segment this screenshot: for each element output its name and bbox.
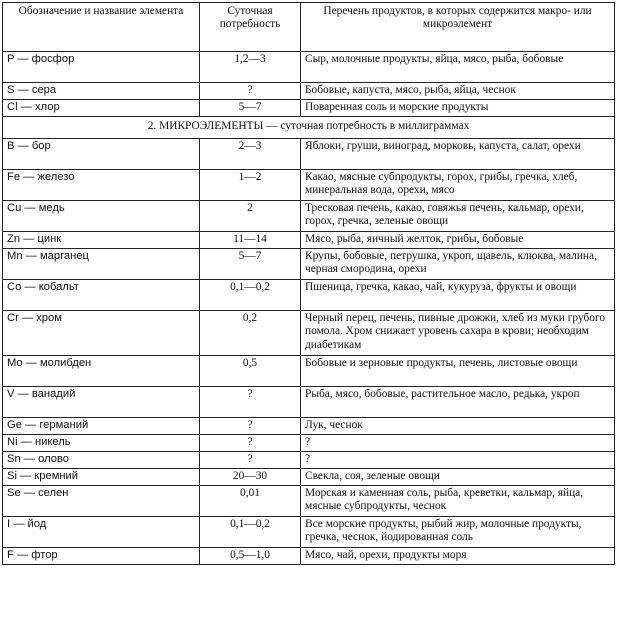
products-cell: Рыба, мясо, бобовые, растительное масло, редька, укроп — [301, 387, 615, 418]
products-cell: Тресковая печень, какао, говяжья печень, кальмар, орехи, горох, гречка, зеленые овощи — [301, 201, 615, 232]
products-cell: Какао, мясные субпродукты, горох, грибы, гречка, хлеб, минеральная вода, орехи, мясо — [301, 170, 615, 201]
table-row — [3, 517, 615, 548]
products-cell: Сыр, молочные продукты, яйца, мясо, рыба, бобовые — [301, 52, 615, 83]
section-heading-row — [3, 117, 615, 139]
table-row — [3, 387, 615, 418]
products-cell: Лук, чеснок — [301, 418, 615, 435]
products-cell: Бобовые, капуста, мясо, рыба, яйца, чеснок — [301, 83, 615, 100]
amount-cell: ? — [200, 435, 301, 452]
amount-cell: 0,5 — [200, 356, 301, 387]
products-cell: Бобовые и зерновые продукты, печень, листовые овощи — [301, 356, 615, 387]
amount-cell: 11—14 — [200, 232, 301, 249]
table-row — [3, 311, 615, 356]
products-cell: Пшеница, гречка, какао, чай, кукуруза, фрукты и овощи — [301, 280, 615, 311]
products-cell: Поваренная соль и морские продукты — [301, 100, 615, 117]
element-cell: Sn — олово — [3, 452, 200, 469]
element-cell: Mo — молибден — [3, 356, 200, 387]
products-cell: Свекла, соя, зеленые овощи — [301, 469, 615, 486]
elements-table — [2, 2, 615, 565]
table-row — [3, 139, 615, 170]
amount-cell: 0,01 — [200, 486, 301, 517]
element-cell: P — фосфор — [3, 52, 200, 83]
amount-cell: 5—7 — [200, 249, 301, 280]
products-cell: Яблоки, груши, виноград, морковь, капуста, салат, орехи — [301, 139, 615, 170]
header-amount: Суточная потребность — [200, 3, 301, 52]
amount-cell: 5—7 — [200, 100, 301, 117]
table-row — [3, 201, 615, 232]
element-cell: F — фтор — [3, 548, 200, 565]
products-cell: Мясо, рыба, яичный желток, грибы, бобовые — [301, 232, 615, 249]
amount-cell: 1—2 — [200, 170, 301, 201]
element-cell: Cu — медь — [3, 201, 200, 232]
element-cell: Ge — германий — [3, 418, 200, 435]
header-products: Перечень продуктов, в которых содержится макро- или микроэлемент — [301, 3, 615, 52]
element-cell: S — сера — [3, 83, 200, 100]
table-row — [3, 83, 615, 100]
table-row — [3, 486, 615, 517]
products-cell: Все морские продукты, рыбий жир, молочные продукты, гречка, чеснок, йодированная соль — [301, 517, 615, 548]
element-cell: Cr — хром — [3, 311, 200, 356]
amount-cell: 0,1—0,2 — [200, 280, 301, 311]
amount-cell: 0,1—0,2 — [200, 517, 301, 548]
element-cell: B — бор — [3, 139, 200, 170]
table-row — [3, 356, 615, 387]
table-row — [3, 249, 615, 280]
products-cell: Крупы, бобовые, петрушка, укроп, щавель, клюква, малина, черная смородина, орехи — [301, 249, 615, 280]
amount-cell: ? — [200, 452, 301, 469]
amount-cell: ? — [200, 83, 301, 100]
element-cell: Ni — никель — [3, 435, 200, 452]
products-cell: Черный перец, печень, пивные дрожжи, хлеб из муки грубого помола. Хром снижает уровень сахара в крови; необходим диабетикам — [301, 311, 615, 356]
table-row — [3, 452, 615, 469]
table-row — [3, 548, 615, 565]
element-cell: Zn — цинк — [3, 232, 200, 249]
table-row — [3, 52, 615, 83]
element-cell: Co — кобальт — [3, 280, 200, 311]
amount-cell: 1,2—3 — [200, 52, 301, 83]
table-row — [3, 418, 615, 435]
amount-cell: 0,2 — [200, 311, 301, 356]
products-cell: Морская и каменная соль, рыба, креветки, кальмар, яйца, мясные субпродукты, чеснок — [301, 486, 615, 517]
section-heading: 2. МИКРОЭЛЕМЕНТЫ — суточная потребность в миллиграммах — [3, 117, 615, 139]
table-row — [3, 280, 615, 311]
products-cell: ? — [301, 435, 615, 452]
table-row — [3, 232, 615, 249]
element-cell: Cl — хлор — [3, 100, 200, 117]
element-cell: V — ванадий — [3, 387, 200, 418]
amount-cell: ? — [200, 418, 301, 435]
table-row — [3, 469, 615, 486]
amount-cell: 2—3 — [200, 139, 301, 170]
table-header-row — [3, 3, 615, 52]
amount-cell: ? — [200, 387, 301, 418]
table-row — [3, 100, 615, 117]
element-cell: Fe — железо — [3, 170, 200, 201]
element-cell: I — йод — [3, 517, 200, 548]
products-cell: Мясо, чай, орехи, продукты моря — [301, 548, 615, 565]
element-cell: Si — кремний — [3, 469, 200, 486]
header-element: Обозначение и название элемента — [3, 3, 200, 52]
amount-cell: 2 — [200, 201, 301, 232]
element-cell: Se — селен — [3, 486, 200, 517]
amount-cell: 20—30 — [200, 469, 301, 486]
element-cell: Mn — марганец — [3, 249, 200, 280]
amount-cell: 0,5—1,0 — [200, 548, 301, 565]
table-row — [3, 170, 615, 201]
table-row — [3, 435, 615, 452]
products-cell: ? — [301, 452, 615, 469]
